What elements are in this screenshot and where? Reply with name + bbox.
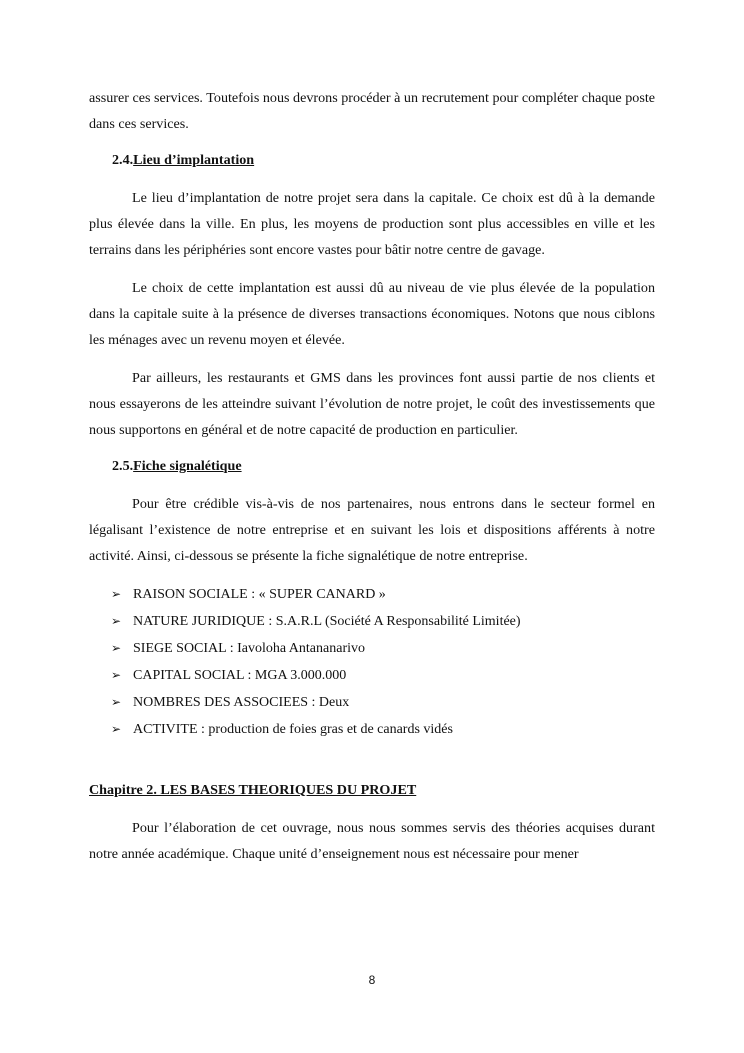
list-item <box>111 635 655 662</box>
paragraph-intro: assurer ces services. Toutefois nous devrons procéder à un recrutement pour compléter chaque poste dans ces services. <box>89 90 655 132</box>
paragraph-chapitre: Pour l’élaboration de cet ouvrage, nous nous sommes servis des théories acquises durant notre année académique. Chaque unité d’enseignement nous est nécessaire pour mener <box>89 820 655 862</box>
arrow-bullet-icon: ➢ <box>111 722 122 736</box>
list-item <box>111 689 655 716</box>
page-number: 8 <box>368 973 376 987</box>
chapter-heading: Chapitre 2. LES BASES THEORIQUES DU PROJET <box>89 782 417 798</box>
list-item-text: CAPITAL SOCIAL : MGA 3.000.000 <box>133 668 347 683</box>
page-content <box>89 85 655 867</box>
section-number: 2.5. <box>112 458 134 474</box>
list-item-text: RAISON SOCIALE : « SUPER CANARD » <box>133 587 386 602</box>
fiche-bullet-list <box>89 581 655 743</box>
section-title: Fiche signalétique <box>133 458 242 474</box>
section-heading-lieu <box>89 147 655 173</box>
arrow-bullet-icon: ➢ <box>111 641 122 655</box>
list-item-text: NOMBRES DES ASSOCIEES : Deux <box>133 695 350 710</box>
section-number: 2.4. <box>112 152 134 168</box>
arrow-bullet-icon: ➢ <box>111 587 122 601</box>
paragraph-fiche: Pour être crédible vis-à-vis de nos partenaires, nous entrons dans le secteur formel en légalisant l’existence de notre entreprise et en suivant les lois et dispositions afférents à notre activité. Ainsi, ci-dessous se présente la fiche signalétique de notre entreprise. <box>89 496 655 564</box>
paragraph-lieu-3: Par ailleurs, les restaurants et GMS dans les provinces font aussi partie de nos clients et nous essayerons de les atteindre suivant l’évolution de notre projet, le coût des investissements que nous supportons en général et de notre capacité de production en particulier. <box>89 370 655 438</box>
arrow-bullet-icon: ➢ <box>111 614 122 628</box>
list-item <box>111 662 655 689</box>
list-item <box>111 581 655 608</box>
list-item-text: SIEGE SOCIAL : Iavoloha Antananarivo <box>133 641 365 656</box>
arrow-bullet-icon: ➢ <box>111 695 122 709</box>
paragraph-lieu-2: Le choix de cette implantation est aussi dû au niveau de vie plus élevée de la population dans la capitale suite à la présence de diverses transactions économiques. Notons que nous ciblons les ménages avec un revenu moyen et élevée. <box>89 280 655 348</box>
list-item-text: NATURE JURIDIQUE : S.A.R.L (Société A Responsabilité Limitée) <box>133 614 521 629</box>
section-heading-fiche <box>89 453 655 479</box>
section-title: Lieu d’implantation <box>133 152 255 168</box>
list-item <box>111 608 655 635</box>
list-item <box>111 716 655 743</box>
list-item-text: ACTIVITE : production de foies gras et de canards vidés <box>133 722 453 737</box>
paragraph-lieu-1: Le lieu d’implantation de notre projet sera dans la capitale. Ce choix est dû à la demande plus élevée dans la ville. En plus, les moyens de production sont plus accessibles en ville et les terrains dans les périphéries sont encore vastes pour bâtir notre centre de gavage. <box>89 190 655 258</box>
arrow-bullet-icon: ➢ <box>111 668 122 682</box>
